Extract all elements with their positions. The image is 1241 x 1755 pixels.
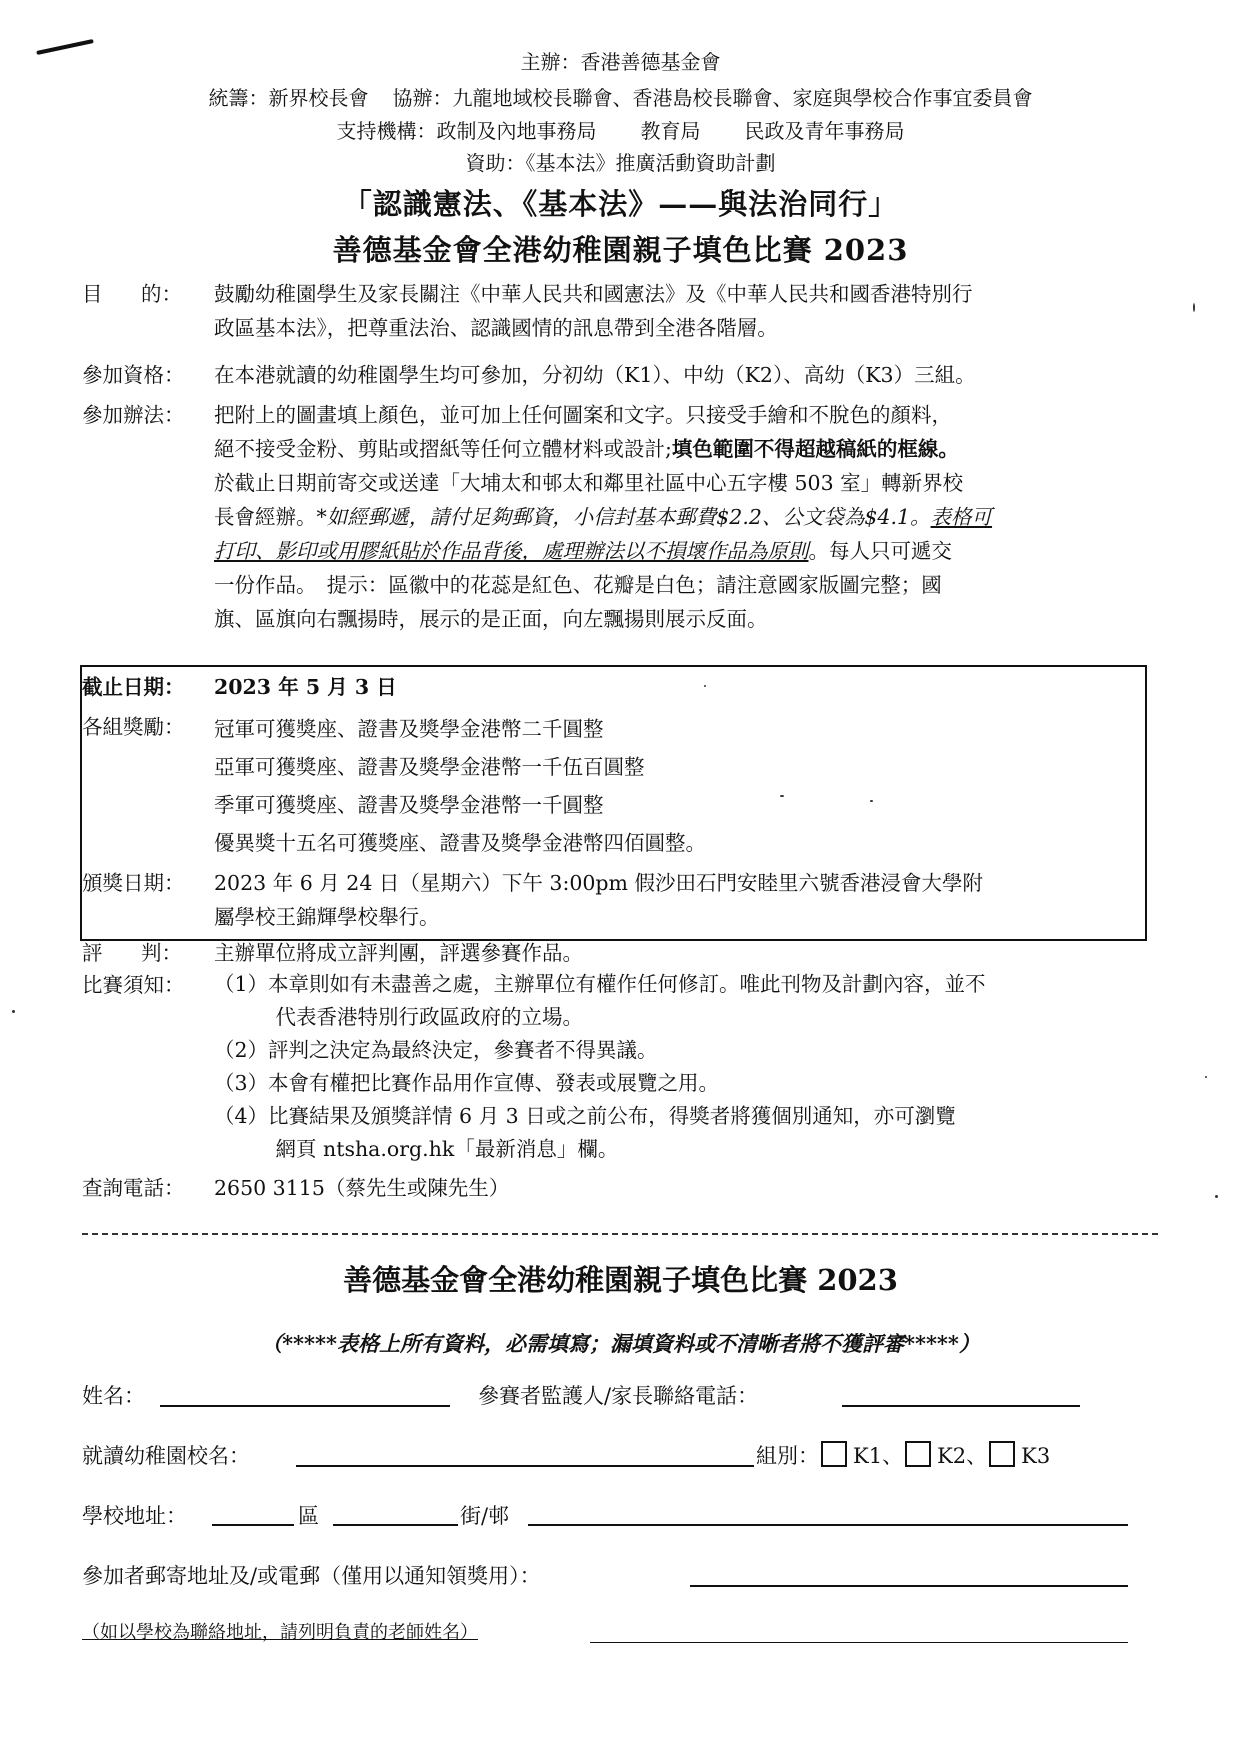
group-label: 組別： <box>756 1444 819 1468</box>
deadline-value: 2023 年 5 月 3 日 <box>214 675 397 699</box>
form-attachment-note: 打印、影印或用膠紙貼於作品背後，處理辦法以不損壞作品為原則 <box>214 539 809 563</box>
k1-label: K1 <box>853 1444 883 1468</box>
coordinator-line <box>0 82 1241 111</box>
judging-text: 主辦單位將成立評判團，評選參賽作品。 <box>214 941 583 965</box>
purpose-label: 目 的： <box>82 282 182 306</box>
mailing-address-label: 參加者郵寄地址及/或電郵（僅用以通知領獎用）： <box>82 1564 541 1588</box>
ceremony-section <box>82 866 1162 936</box>
eligibility-text: 在本港就讀的幼稚園學生均可參加，分初幼（K1）、中幼（K2）、高幼（K3）三組。 <box>214 363 976 387</box>
note-1-line-1: （1）本章則如有未盡善之處，主辦單位有權作任何修訂。唯此刊物及計劃內容，並不 <box>214 972 986 996</box>
school-name-label: 就讀幼稚園校名： <box>82 1444 250 1468</box>
organizer-line <box>0 46 1241 75</box>
co-organizer: 協辦：九龍地域校長聯會、香港島校長聯會、家庭與學校合作事宜委員會 <box>392 86 1033 110</box>
prizes-section <box>82 710 1162 870</box>
purpose-section <box>82 277 1162 347</box>
prize-second-runner-up: 季軍可獲獎座、證書及獎學金港幣一千圓整 <box>214 793 604 817</box>
coordinator: 統籌：新界校長會 <box>208 86 369 110</box>
prize-champion: 冠軍可獲獎座、證書及獎學金港幣二千圓整 <box>214 717 604 741</box>
method-text-5: 打印、影印或用膠紙貼於作品背後，處理辦法以不損壞作品為原則。每人只可遞交 <box>214 539 952 563</box>
sponsor-line <box>0 147 1241 176</box>
k3-checkbox[interactable] <box>989 1441 1015 1467</box>
supporter-1: 支持機構：政制及內地事務局 <box>336 119 597 143</box>
method-boundary-rule: 填色範圍不得超越稿紙的框線。 <box>671 437 959 461</box>
prize-first-runner-up: 亞軍可獲獎座、證書及獎學金港幣一千伍百圓整 <box>214 755 645 779</box>
street-label: 街/邨 <box>460 1504 510 1528</box>
organizer: 主辦：香港善德基金會 <box>520 50 721 74</box>
note-4-line-1: （4）比賽結果及頒獎詳情 6 月 3 日或之前公布，得獎者將獲個別通知，亦可瀏覽 <box>214 1104 956 1128</box>
supporters-line <box>0 115 1241 144</box>
prize-merit: 優異獎十五名可獲獎座、證書及獎學金港幣四佰圓整。 <box>214 831 706 855</box>
name-label: 姓名： <box>82 1384 145 1408</box>
notes-section <box>82 968 1162 1168</box>
method-text-1: 把附上的圖畫填上顏色，並可加上任何圖案和文字。只接受手繪和不脫色的顏料， <box>214 403 952 427</box>
form-title: 善德基金會全港幼稚園親子填色比賽 2023 <box>343 1263 898 1297</box>
mailing-address-field[interactable] <box>690 1585 1128 1587</box>
ceremony-label: 頒獎日期： <box>82 871 185 895</box>
guardian-phone-label: 參賽者監護人/家長聯絡電話： <box>478 1384 759 1408</box>
note-3: （3）本會有權把比賽作品用作宣傳、發表或展覽之用。 <box>214 1071 720 1095</box>
postage-note: *如經郵遞，請付足夠郵資，小信封基本郵費$2.2、公文袋為$4.1。 <box>316 505 931 529</box>
school-address-label: 學校地址： <box>82 1504 187 1528</box>
note-4-line-2: 網頁 ntsha.org.hk「最新消息」欄。 <box>214 1137 619 1161</box>
method-text-2: 絕不接受金粉、剪貼或摺紙等任何立體材料或設計;填色範圍不得超越稿紙的框線。 <box>214 437 959 461</box>
cut-line <box>82 1233 1158 1235</box>
form-instruction: （*****表格上所有資料，必需填寫；漏填資料或不清晰者將不獲評審*****） <box>261 1331 980 1356</box>
enquiry-phone: 2650 3115（蔡先生或陳先生） <box>214 1176 510 1200</box>
name-field[interactable] <box>160 1405 450 1407</box>
judging-label: 評 判： <box>82 941 182 965</box>
teacher-name-note: （如以學校為聯絡地址，請列明負責的老師姓名） <box>82 1622 478 1643</box>
ceremony-text-1: 2023 年 6 月 24 日（星期六）下午 3:00pm 假沙田石門安睦里六號香港浸會大學附 <box>214 871 984 895</box>
street-field[interactable] <box>333 1524 458 1526</box>
eligibility-label: 參加資格： <box>82 363 185 387</box>
method-text-7: 旗、區旗向右飄揚時，展示的是正面，向左飄揚則展示反面。 <box>214 607 768 631</box>
deadline-section <box>82 670 1162 704</box>
prizes-label: 各組獎勵： <box>82 715 185 739</box>
enquiry-section <box>82 1171 1162 1205</box>
method-text-3: 於截止日期前寄交或送達「大埔太和邨太和鄰里社區中心五字樓 503 室」轉新界校 <box>214 471 964 495</box>
eligibility-section <box>82 358 1162 392</box>
note-1-line-2: 代表香港特別行政區政府的立場。 <box>214 1005 583 1029</box>
purpose-text-2: 政區基本法》，把尊重法治、認識國情的訊息帶到全港各階層。 <box>214 316 778 340</box>
district-field[interactable] <box>212 1524 294 1526</box>
deadline-label: 截止日期： <box>82 675 185 699</box>
method-label: 參加辦法： <box>82 403 185 427</box>
supporter-2: 教育局 <box>640 119 701 143</box>
school-name-field[interactable] <box>296 1465 754 1467</box>
k3-label: K3 <box>1021 1444 1051 1468</box>
note-2: （2）評判之決定為最終決定，參賽者不得異議。 <box>214 1038 658 1062</box>
method-text-6: 一份作品。 提示：區徽中的花蕊是紅色、花瓣是白色；請注意國家版圖完整；國 <box>214 573 942 597</box>
competition-title: 善德基金會全港幼稚園親子填色比賽 2023 <box>332 233 909 267</box>
notes-label: 比賽須知： <box>82 973 185 997</box>
group-selector: 組別： K1、 K2、 K3 <box>756 1440 1050 1470</box>
method-text-4: 長會經辦。*如經郵遞，請付足夠郵資，小信封基本郵費$2.2、公文袋為$4.1。表格可 <box>214 505 993 529</box>
teacher-name-field[interactable] <box>590 1642 1128 1643</box>
supporter-3: 民政及青年事務局 <box>744 119 905 143</box>
k2-label: K2 <box>937 1444 967 1468</box>
enquiry-label: 查詢電話： <box>82 1176 185 1200</box>
guardian-phone-field[interactable] <box>842 1405 1080 1407</box>
district-label: 區 <box>298 1504 319 1528</box>
k1-checkbox[interactable] <box>821 1441 847 1467</box>
k2-checkbox[interactable] <box>905 1441 931 1467</box>
address-detail-field[interactable] <box>528 1524 1128 1526</box>
judging-section <box>82 936 1162 968</box>
main-title: 「認識憲法、《基本法》——與法治同行」 <box>342 187 899 221</box>
ceremony-text-2: 屬學校王錦輝學校舉行。 <box>214 905 440 929</box>
method-section <box>82 398 1162 648</box>
sponsor: 資助：《基本法》推廣活動資助計劃 <box>465 151 776 175</box>
purpose-text-1: 鼓勵幼稚園學生及家長關注《中華人民共和國憲法》及《中華人民共和國香港特別行 <box>214 282 973 306</box>
